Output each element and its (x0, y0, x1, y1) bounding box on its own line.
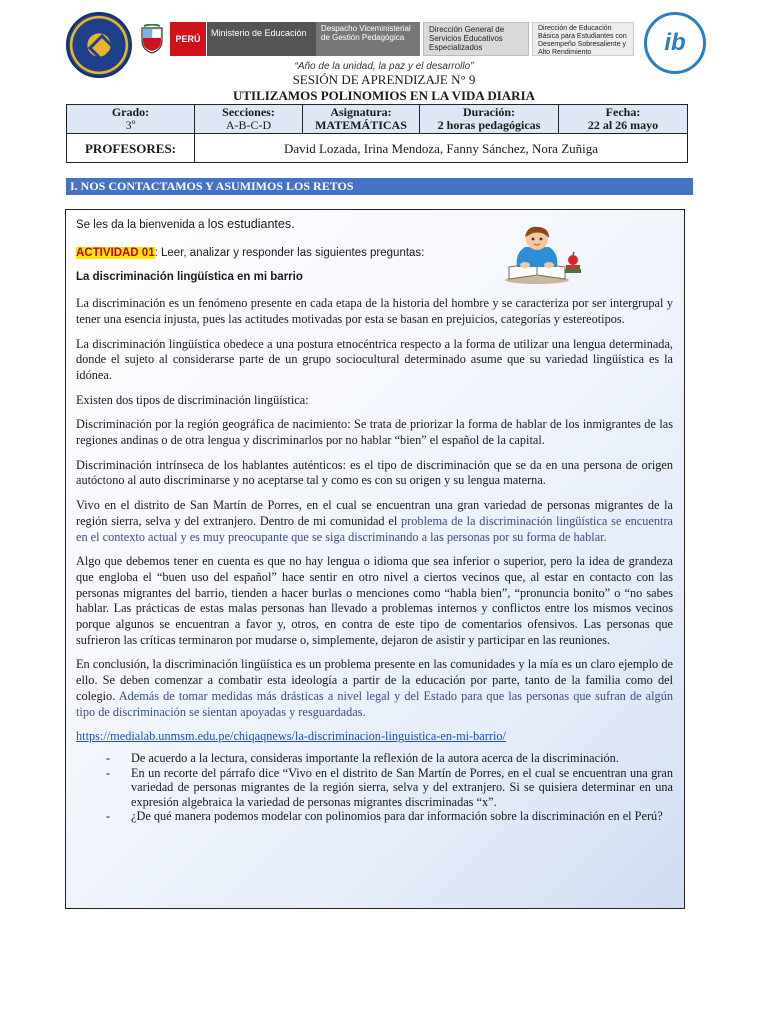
fecha-label: Fecha: (605, 105, 641, 119)
duracion-cell (420, 105, 559, 134)
question-item: - De acuerdo a la lectura, consideras importante la reflexión de la autora acerca de la discriminación. (106, 750, 619, 765)
info-header-row (67, 105, 688, 134)
session-info-table (66, 104, 688, 163)
activity-instruction: : Leer, analizar y responder las siguientes preguntas: (154, 246, 425, 259)
section-heading: I. NOS CONTACTAMOS Y ASUMIMOS LOS RETOS (66, 178, 693, 195)
duracion-value: 2 horas pedagógicas (437, 118, 541, 132)
session-subtitle: UTILIZAMOS POLINOMIOS EN LA VIDA DIARIA (232, 88, 536, 103)
question-text: ¿De qué manera podemos modelar con polinomios para dar información sobre la discriminación en el Perú? (131, 809, 663, 824)
student-reading-icon (503, 223, 587, 285)
fecha-value: 22 al 26 mayo (587, 118, 659, 132)
session-title: SESIÓN DE APRENDIZAJE N° 9 (292, 72, 476, 87)
paragraph-3: Existen dos tipos de discriminación lingüística: (76, 392, 309, 407)
reading-title: La discriminación lingüística en mi barrio (76, 271, 303, 284)
secciones-value: A-B-C-D (225, 118, 272, 132)
asignatura-cell (303, 105, 420, 134)
source-link-line (76, 729, 673, 745)
welcome-text: Se les da la bienvenida a (76, 219, 208, 231)
secciones-label: Secciones: (222, 105, 275, 119)
profesores-row (67, 134, 688, 163)
activity-content-box (65, 209, 685, 909)
paragraph-7: Algo que debemos tener en cuenta es que no hay lengua o idioma que sea inferior o superior, pero la idea de grandeza que engloba el “buen uso del español” hace sentir en otro nivel a ciertos vecinos que, al estar en contacto con las personas migrantes del barrio, tienden a hacer burlas o menciones como “habla bien”, “pronuncia bonito” o “no sabes hablar. Las prácticas de estas malas personas han llevado a problemas internos y conflictos entre los mismos vecinos porque algunos se encuentran a favor y, otros, en contra de este tipo de comentarios ofensivos. Las personas que sufrieron las críticas terminaron por mudarse o, simplemente, dejaron de asistir y participar en las reuniones. (76, 554, 673, 647)
ministry-name: Ministerio de Educación (206, 22, 316, 56)
paragraph-6-b: problema de la discriminación lingüística se encuentra en el contexto actual y es muy preocupante que se siga discriminando a las personas por su forma de hablar. (76, 513, 673, 544)
paragraph-8-b: Además de tomar medidas más drásticas a nivel legal y del Estado para que las personas que sufran de algún tipo de discriminación se sientan apoyadas y resguardadas. (76, 688, 673, 719)
paragraph-8-a: En conclusión, la discriminación lingüística es un problema presente en las comunidades y la mía es un claro ejemplo de ello. Se deben comenzar a combatir esta ideología a partir de la educación por parte, tanto de la familia como del colegio. (76, 657, 673, 703)
profesores-label: PROFESORES: (67, 134, 195, 163)
welcome-students: los estudiantes. (207, 217, 295, 231)
peru-label: PERÚ (170, 22, 206, 56)
question-item: - En un recorte del párrafo dice “Vivo en el distrito de San Martín de Porres, en el cual se encuentran una gran variedad de personas migrantes de la región sierra, selva y del extranjero. Si se quisiera determinar en una expresión algebraica la variedad de personas migrantes discriminadas “x”. (106, 765, 673, 809)
ib-logo-icon: ib (644, 12, 706, 74)
question-text: De acuerdo a la lectura, consideras importante la reflexión de la autora acerca de la discriminación. (131, 750, 619, 765)
asignatura-label: Asignatura: (330, 105, 392, 119)
paragraph-5: Discriminación intrínseca de los hablantes auténticos: es el tipo de discriminación que se da en una persona de origen autóctono al auto discriminarse y no aceptarse tal y como es con su origen y su lengua materna. (76, 457, 673, 488)
paragraph-1: La discriminación es un fenómeno presente en cada etapa de la historia del hombre y se caracteriza por ser intergrupal y tener una esencia injusta, pues las actitudes motivadas por esta se basan en prejuicios, categorías y estereotipos. (76, 296, 673, 326)
question-text: En un recorte del párrafo dice “Vivo en el distrito de San Martín de Porres, en el cual se encuentran una gran variedad de personas migrantes de la región sierra, selva y del extranjero. Si se quisiera determinar en una expresión algebraica la variedad de personas migrantes discriminadas “x”. (131, 765, 673, 809)
secciones-cell (195, 105, 303, 134)
year-motto: “Año de la unidad, la paz y el desarrollo” (294, 61, 474, 72)
profesores-value: David Lozada, Irina Mendoza, Fanny Sánchez, Nora Zuñiga (195, 134, 688, 163)
source-link[interactable]: https://medialab.unmsm.edu.pe/chiqaqnews/la-discriminacion-linguistica-en-mi-barrio/ (76, 729, 506, 744)
paragraph-6-a: Vivo en el distrito de San Martín de Porres, en el cual se encuentran una gran variedad de personas migrantes de la región sierra, selva y del extranjero. Dentro de mi comunidad el (76, 498, 673, 528)
peru-shield-icon (140, 24, 164, 54)
ministry-logo (170, 22, 316, 56)
paragraph-2: La discriminación lingüística obedece a una postura etnocéntrica respecto a la forma de utilizar una lengua determinada, donde el sujeto al considerarse parte de un grupo sociocultural determinado asume que su variedad lingüística es la idónea. (76, 336, 673, 382)
grado-label: Grado: (111, 105, 150, 119)
dept-direccion-educacion: Dirección de Educación Básica para Estudiantes con Desempeño Sobresaliente y Alto Rendimiento (532, 22, 634, 56)
paragraph-6 (76, 498, 673, 545)
dept-direccion-general: Dirección General de Servicios Educativos Especializados (423, 22, 529, 56)
paragraph-4: Discriminación por la región geográfica de nacimiento: Se trata de priorizar la forma de hablar de los inmigrantes de las regiones andinas o de otra lengua y discriminarlos por no hablar “bien” el español de la capital. (76, 417, 673, 448)
dept-viceministerial: Despacho Viceministerial de Gestión Pedagógica (316, 22, 420, 56)
duracion-label: Duración: (463, 105, 515, 119)
asignatura-value: MATEMÁTICAS (315, 118, 407, 132)
grado-cell (67, 105, 195, 134)
activity-tag: ACTIVIDAD 01 (76, 246, 155, 259)
paragraph-8 (76, 657, 673, 720)
fecha-cell (559, 105, 688, 134)
question-item: - ¿De qué manera podemos modelar con polinomios para dar información sobre la discriminación en el Perú? (106, 809, 663, 824)
question-list (106, 751, 673, 824)
grado-value: 3º (125, 118, 136, 132)
